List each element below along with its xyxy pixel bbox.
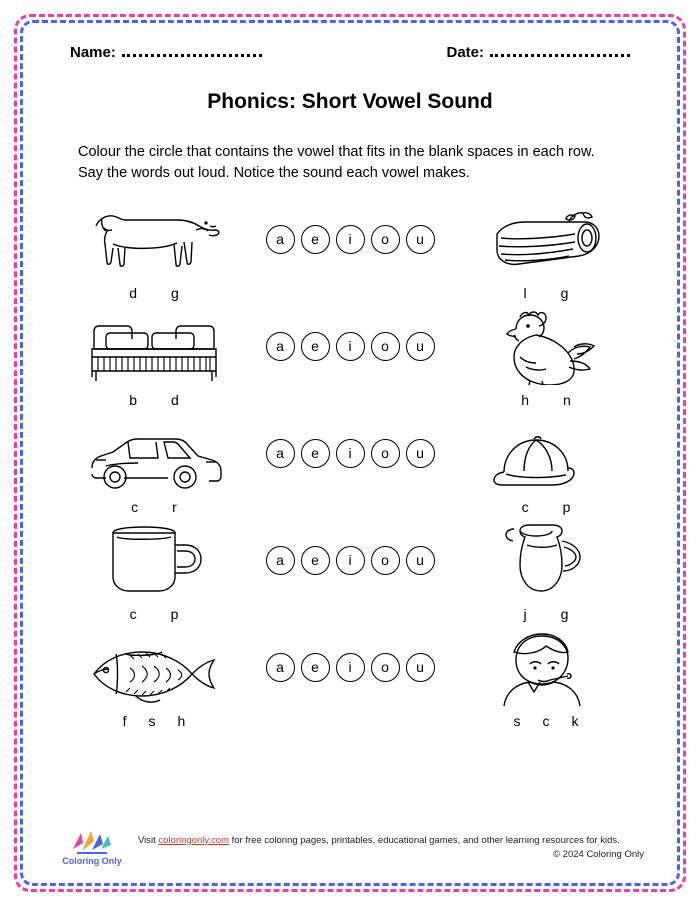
vowel-choices-cell bbox=[252, 521, 448, 599]
footer bbox=[56, 829, 644, 866]
date-blank-line[interactable] bbox=[490, 45, 630, 57]
picture-cell-right bbox=[448, 414, 644, 515]
word-letter: k bbox=[571, 713, 579, 730]
bed-illustration bbox=[84, 307, 224, 385]
word-letter: c bbox=[542, 713, 550, 730]
instructions-text: Colour the circle that contains the vowel that fits in the blank spaces in each row. Say the words out loud. Notice the sound each vowel makes. bbox=[78, 144, 595, 182]
word-letter: d bbox=[129, 285, 137, 302]
vowel-choices-cell bbox=[252, 628, 448, 706]
picture-cell-right bbox=[448, 307, 644, 408]
vowel-circle-u[interactable]: u bbox=[406, 225, 435, 254]
word-letter: h bbox=[177, 713, 186, 730]
word-letter: p bbox=[562, 499, 571, 516]
picture-cell-left bbox=[56, 521, 252, 622]
word-letter: g bbox=[560, 606, 569, 623]
hen-illustration bbox=[486, 307, 606, 385]
vowel-circle-a[interactable]: a bbox=[266, 332, 295, 361]
vowel-circle-o[interactable]: o bbox=[371, 332, 400, 361]
worksheet-row bbox=[56, 521, 644, 622]
vowel-circle-o[interactable]: o bbox=[371, 439, 400, 468]
vowel-circle-a[interactable]: a bbox=[266, 653, 295, 682]
word-letter: h bbox=[521, 392, 529, 409]
vowel-circle-e[interactable]: e bbox=[301, 225, 330, 254]
cap-illustration bbox=[488, 414, 604, 492]
date-field[interactable] bbox=[446, 44, 630, 61]
picture-cell-left bbox=[56, 628, 252, 729]
vowel-circle-e[interactable]: e bbox=[301, 332, 330, 361]
vowel-choices-cell bbox=[252, 307, 448, 385]
word-blanks-left bbox=[130, 606, 179, 622]
date-label: Date: bbox=[446, 44, 484, 61]
sick-boy-illustration bbox=[486, 628, 606, 706]
word-letter: p bbox=[170, 606, 179, 623]
log-illustration bbox=[483, 200, 609, 278]
vowel-circle-e[interactable]: e bbox=[301, 653, 330, 682]
word-blanks-right bbox=[524, 285, 569, 301]
vowel-circle-u[interactable]: u bbox=[406, 332, 435, 361]
vowel-circle-u[interactable]: u bbox=[406, 439, 435, 468]
picture-cell-right bbox=[448, 628, 644, 729]
vowel-circle-i[interactable]: i bbox=[336, 225, 365, 254]
word-letter: d bbox=[171, 392, 179, 409]
vowel-circle-group bbox=[266, 521, 435, 599]
name-blank-line[interactable] bbox=[122, 45, 262, 57]
word-letter: g bbox=[560, 285, 569, 302]
word-letter: f bbox=[122, 713, 127, 730]
name-field[interactable] bbox=[70, 44, 262, 61]
word-blanks-left bbox=[131, 499, 177, 515]
vowel-circle-i[interactable]: i bbox=[336, 439, 365, 468]
word-blanks-right bbox=[524, 606, 569, 622]
word-blanks-right bbox=[521, 392, 571, 408]
worksheet-row bbox=[56, 414, 644, 515]
footer-website-link[interactable]: coloringonly.com bbox=[158, 834, 229, 846]
vowel-circle-i[interactable]: i bbox=[336, 332, 365, 361]
footer-text bbox=[138, 834, 644, 862]
vowel-circle-u[interactable]: u bbox=[406, 546, 435, 575]
vowel-circle-a[interactable]: a bbox=[266, 546, 295, 575]
coloring-only-logo[interactable] bbox=[56, 829, 128, 866]
picture-cell-left bbox=[56, 307, 252, 408]
vowel-circle-o[interactable]: o bbox=[371, 225, 400, 254]
word-blanks-left bbox=[129, 285, 179, 301]
car-illustration bbox=[84, 414, 224, 492]
word-blanks-right bbox=[522, 499, 571, 515]
fish-illustration bbox=[86, 628, 222, 706]
vowel-circle-e[interactable]: e bbox=[301, 439, 330, 468]
picture-cell-left bbox=[56, 414, 252, 515]
vowel-choices-cell bbox=[252, 200, 448, 278]
word-letter: b bbox=[129, 392, 137, 409]
word-letter: c bbox=[521, 499, 529, 516]
vowel-circle-a[interactable]: a bbox=[266, 439, 295, 468]
vowel-circle-u[interactable]: u bbox=[406, 653, 435, 682]
name-label: Name: bbox=[70, 44, 116, 61]
word-letter: r bbox=[172, 499, 177, 516]
worksheet-row bbox=[56, 200, 644, 301]
word-letter: l bbox=[523, 285, 527, 302]
word-letter: s bbox=[148, 713, 156, 730]
dog-illustration bbox=[88, 200, 220, 278]
word-letter: j bbox=[523, 606, 527, 623]
word-blanks-left bbox=[123, 713, 186, 729]
vowel-circle-o[interactable]: o bbox=[371, 546, 400, 575]
vowel-circle-a[interactable]: a bbox=[266, 225, 295, 254]
worksheet-rows bbox=[34, 200, 666, 729]
header-row bbox=[34, 34, 666, 61]
picture-cell-right bbox=[448, 200, 644, 301]
vowel-circle-i[interactable]: i bbox=[336, 653, 365, 682]
logo-text: Coloring Only bbox=[62, 856, 122, 866]
vowel-circle-group bbox=[266, 628, 435, 706]
picture-cell-right bbox=[448, 521, 644, 622]
word-letter: g bbox=[171, 285, 179, 302]
word-letter: c bbox=[131, 499, 139, 516]
picture-cell-left bbox=[56, 200, 252, 301]
word-blanks-left bbox=[129, 392, 179, 408]
cup-illustration bbox=[99, 521, 209, 599]
vowel-circle-group bbox=[266, 307, 435, 385]
word-letter: n bbox=[563, 392, 571, 409]
vowel-choices-cell bbox=[252, 414, 448, 492]
vowel-circle-e[interactable]: e bbox=[301, 546, 330, 575]
worksheet-row bbox=[56, 307, 644, 408]
vowel-circle-group bbox=[266, 200, 435, 278]
worksheet-row bbox=[56, 628, 644, 729]
word-letter: c bbox=[129, 606, 137, 623]
page-title: Phonics: Short Vowel Sound bbox=[207, 90, 493, 113]
worksheet-content bbox=[34, 34, 666, 872]
footer-tail-text: for free coloring pages, printables, educational games, and other learning resources for kids. bbox=[229, 834, 620, 846]
vowel-circle-o[interactable]: o bbox=[371, 653, 400, 682]
word-letter: s bbox=[513, 713, 521, 730]
footer-visit-text: Visit bbox=[138, 834, 159, 846]
vowel-circle-group bbox=[266, 414, 435, 492]
jug-illustration bbox=[494, 521, 598, 599]
word-blanks-right bbox=[514, 713, 579, 729]
footer-copyright: © 2024 Coloring Only bbox=[553, 848, 644, 860]
vowel-circle-i[interactable]: i bbox=[336, 546, 365, 575]
